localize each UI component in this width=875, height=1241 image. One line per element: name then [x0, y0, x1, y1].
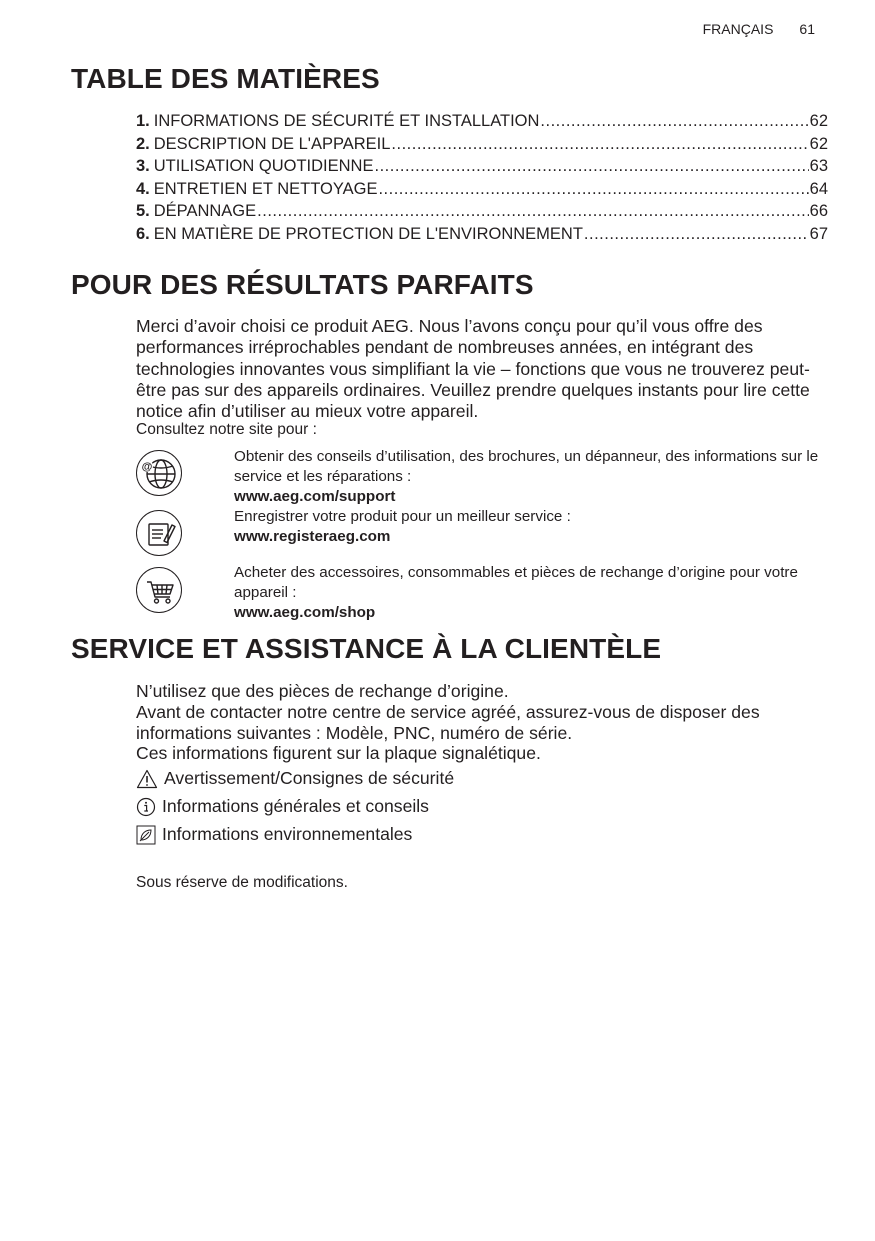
service-body — [136, 681, 826, 764]
toc-entry-label: ENTRETIEN ET NETTOYAGE — [153, 179, 378, 198]
toc-entry-label: INFORMATIONS DE SÉCURITÉ ET INSTALLATION — [153, 112, 540, 130]
legend-warning — [136, 768, 454, 789]
toc-entry-number: 5. — [136, 202, 150, 221]
shopping-cart-icon — [136, 567, 182, 613]
service-line-1: N’utilisez que des pièces de rechange d’origine. — [136, 681, 509, 701]
warning-triangle-icon — [136, 769, 158, 789]
toc-entry-label: EN MATIÈRE DE PROTECTION DE L'ENVIRONNEMENT — [153, 224, 583, 243]
toc-entry-number: 2. — [136, 134, 150, 153]
toc-leader-dots — [257, 200, 808, 223]
consult-label: Consultez notre site pour : — [136, 421, 317, 438]
toc-entry[interactable] — [136, 110, 828, 133]
toc-entry-page: 66 — [809, 202, 828, 221]
support-link[interactable]: www.aeg.com/support — [234, 488, 396, 505]
toc-entry-number: 3. — [136, 157, 150, 176]
toc-entry-label: DESCRIPTION DE L'APPAREIL — [153, 134, 391, 153]
intro-paragraph: Merci d’avoir choisi ce produit AEG. Nous l’avons conçu pour qu’il vous offre des performances irréprochables pendant de nombreuses années, en intégrant des technologies innovantes vous simplifiant la vie – fonctions que vous ne trouverez peut-être pas sur des appareils ordinaires. Veuillez prendre quelques instants pour lire cette notice afin d’utiliser au mieux votre appareil. — [136, 316, 810, 422]
service-shop — [234, 563, 819, 623]
toc-entry[interactable] — [136, 133, 828, 156]
svg-text:@: @ — [141, 461, 153, 473]
toc-entry-page: 62 — [809, 134, 828, 153]
toc-entry-page: 62 — [809, 112, 828, 130]
toc-entry-number: 4. — [136, 179, 150, 198]
toc-entry[interactable] — [136, 200, 828, 223]
service-support — [234, 447, 819, 507]
toc-entry-number: 6. — [136, 224, 150, 243]
toc-leader-dots — [540, 110, 808, 133]
toc-entry[interactable] — [136, 223, 828, 246]
toc-leader-dots — [374, 155, 808, 178]
service-shop-text: Acheter des accessoires, consommables et pièces de rechange d’origine pour votre appareil : — [234, 564, 798, 601]
toc-entry[interactable] — [136, 178, 828, 201]
toc-entry-page: 64 — [809, 179, 828, 198]
toc-leader-dots — [378, 178, 808, 201]
toc-leader-dots — [391, 133, 808, 156]
toc-entry-page: 63 — [809, 157, 828, 176]
table-of-contents — [136, 110, 828, 246]
globe-at-icon — [136, 450, 182, 496]
service-line-2: Avant de contacter notre centre de service agréé, assurez-vous de disposer des informations suivantes : Modèle, PNC, numéro de série. — [136, 701, 760, 743]
legend-warning-label: Avertissement/Consignes de sécurité — [164, 768, 455, 788]
toc-entry-label: UTILISATION QUOTIDIENNE — [153, 157, 374, 176]
toc-entry-page: 67 — [809, 224, 828, 243]
language-label: FRANÇAIS — [702, 21, 774, 37]
footnote: Sous réserve de modifications. — [136, 874, 348, 891]
toc-entry-label: DÉPANNAGE — [153, 202, 257, 221]
legend-environment-label: Informations environnementales — [162, 824, 413, 844]
register-notepad-icon — [136, 510, 182, 556]
shop-link[interactable]: www.aeg.com/shop — [234, 604, 376, 621]
results-title: POUR DES RÉSULTATS PARFAITS — [71, 269, 534, 300]
toc-leader-dots — [584, 223, 809, 246]
toc-entry-number: 1. — [136, 112, 150, 130]
legend-info-label: Informations générales et conseils — [162, 796, 429, 816]
service-register-text: Enregistrer votre produit pour un meilleur service : — [234, 508, 571, 525]
service-register — [234, 507, 819, 547]
service-title: SERVICE ET ASSISTANCE À LA CLIENTÈLE — [71, 633, 662, 664]
legend-info — [136, 796, 429, 817]
legend-environment — [136, 824, 412, 845]
register-link[interactable]: www.registeraeg.com — [234, 528, 391, 545]
page-number: 61 — [799, 21, 815, 37]
toc-entry[interactable] — [136, 155, 828, 178]
page-header — [703, 21, 815, 37]
service-line-3: Ces informations figurent sur la plaque signalétique. — [136, 743, 541, 764]
toc-title: TABLE DES MATIÈRES — [71, 63, 380, 94]
environment-leaf-icon — [136, 825, 156, 845]
service-support-text: Obtenir des conseils d’utilisation, des brochures, un dépanneur, des informations sur le service et les réparations : — [234, 448, 819, 485]
info-circle-icon — [136, 797, 156, 817]
